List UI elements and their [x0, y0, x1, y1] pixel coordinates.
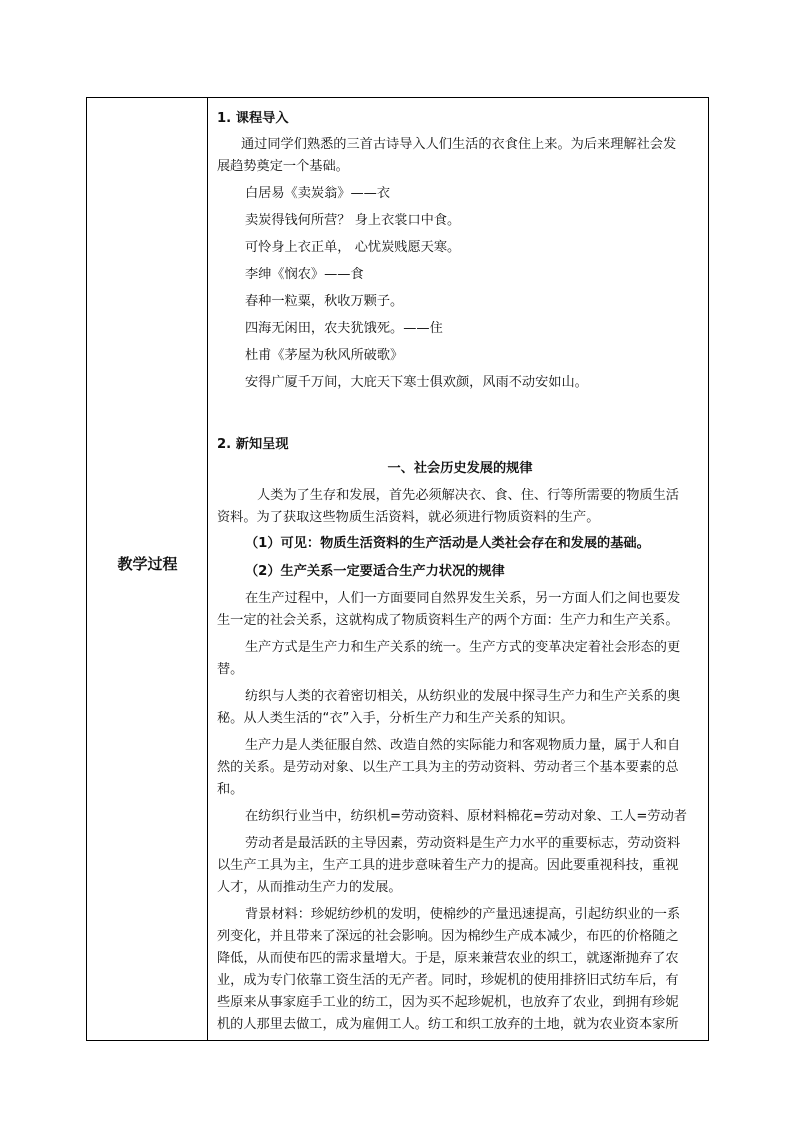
text-line: 列变化，并且带来了深远的社会影响。因为棉纱生产成本减少，布匹的价格随之 [217, 929, 679, 944]
text-line: 1. 课程导入 [217, 111, 289, 126]
text-line: 杜甫《茅屋为秋风所破歌》 [245, 348, 404, 363]
section-label-cell [87, 98, 208, 1040]
text-line: 展趋势奠定一个基础。 [217, 159, 349, 174]
text-line: 李绅《悯农》——食 [245, 267, 364, 282]
text-line: 劳动者是最活跃的主导因素，劳动资料是生产力水平的重要标志，劳动资料 [245, 836, 681, 851]
text-line: 业，成为专门依靠工资生活的无产者。同时，珍妮机的使用排挤旧式纺车后，有 [217, 973, 679, 988]
text-line: 纺织与人类的衣着密切相关，从纺织业的发展中探寻生产力和生产关系的奥 [245, 689, 681, 704]
text-line: 生产方式是生产力和生产关系的统一。生产方式的变革决定着社会形态的更 [245, 640, 681, 655]
text-line: 人才，从而推动生产力的发展。 [217, 880, 402, 895]
text-line: 四海无闲田，农夫犹饿死。——住 [245, 321, 443, 336]
text-line: 些原来从事家庭手工业的纺工，因为买不起珍妮机，也放弃了农业，到拥有珍妮 [217, 995, 679, 1010]
text-line: 秘。从人类生活的“衣”入手，分析生产力和生产关系的知识。 [217, 711, 574, 726]
text-line: 背景材料：珍妮纺纱机的发明，使棉纱的产量迅速提高，引起纺织业的一系 [245, 907, 681, 922]
text-line: 在生产过程中，人们一方面要同自然界发生关系，另一方面人们之间也要发 [245, 591, 681, 606]
text-line: 通过同学们熟悉的三首古诗导入人们生活的衣食住上来。为后来理解社会发 [241, 137, 677, 152]
text-line: 在纺织行业当中，纺织机=劳动资料、原材料棉花=劳动对象、工人=劳动者 [245, 809, 687, 824]
text-line: （2）生产关系一定要适合生产力状况的规律 [245, 564, 505, 579]
text-line: 安得广厦千万间，大庇天下寒士俱欢颜，风雨不动安如山。 [245, 375, 588, 390]
text-line: 替。 [217, 662, 244, 677]
lesson-table [86, 97, 709, 1041]
text-line: 春种一粒粟，秋收万颗子。 [245, 294, 404, 309]
text-line: 一、社会历史发展的规律 [387, 461, 533, 476]
text-line: 和。 [217, 782, 244, 797]
text-line: 机的人那里去做工，成为雇佣工人。纺工和织工放弃的土地，就为农业资本家所 [217, 1017, 679, 1032]
text-line: 2. 新知呈现 [217, 437, 289, 452]
text-line: （1）可见：物质生活资料的生产活动是人类社会存在和发展的基础。 [245, 536, 650, 551]
text-line: 以生产工具为主，生产工具的进步意味着生产力的提高。因此要重视科技，重视 [217, 858, 679, 873]
text-line: 可怜身上衣正单， 心忧炭贱愿天寒。 [245, 240, 461, 255]
text-line: 生产力是人类征服自然、改造自然的实际能力和客观物质力量，属于人和自 [245, 738, 681, 753]
text-line: 资料。为了获取这些物质生活资料，就必须进行物质资料的生产。 [217, 510, 600, 525]
text-line: 卖炭得钱何所营？ 身上衣裳口中食。 [245, 213, 461, 228]
text-line: 白居易《卖炭翁》——衣 [245, 186, 391, 201]
text-line: 人类为了生存和发展，首先必须解决衣、食、住、行等所需要的物质生活 [257, 488, 679, 503]
text-line: 生一定的社会关系，这就构成了物质资料生产的两个方面：生产力和生产关系。 [217, 613, 679, 628]
text-line: 然的关系。是劳动对象、以生产工具为主的劳动资料、劳动者三个基本要素的总 [217, 760, 679, 775]
section-label: 教学过程 [117, 555, 178, 573]
text-line: 降低，从而使布匹的需求量增大。于是，原来兼营农业的织工，就逐渐抛弃了农 [217, 951, 679, 966]
